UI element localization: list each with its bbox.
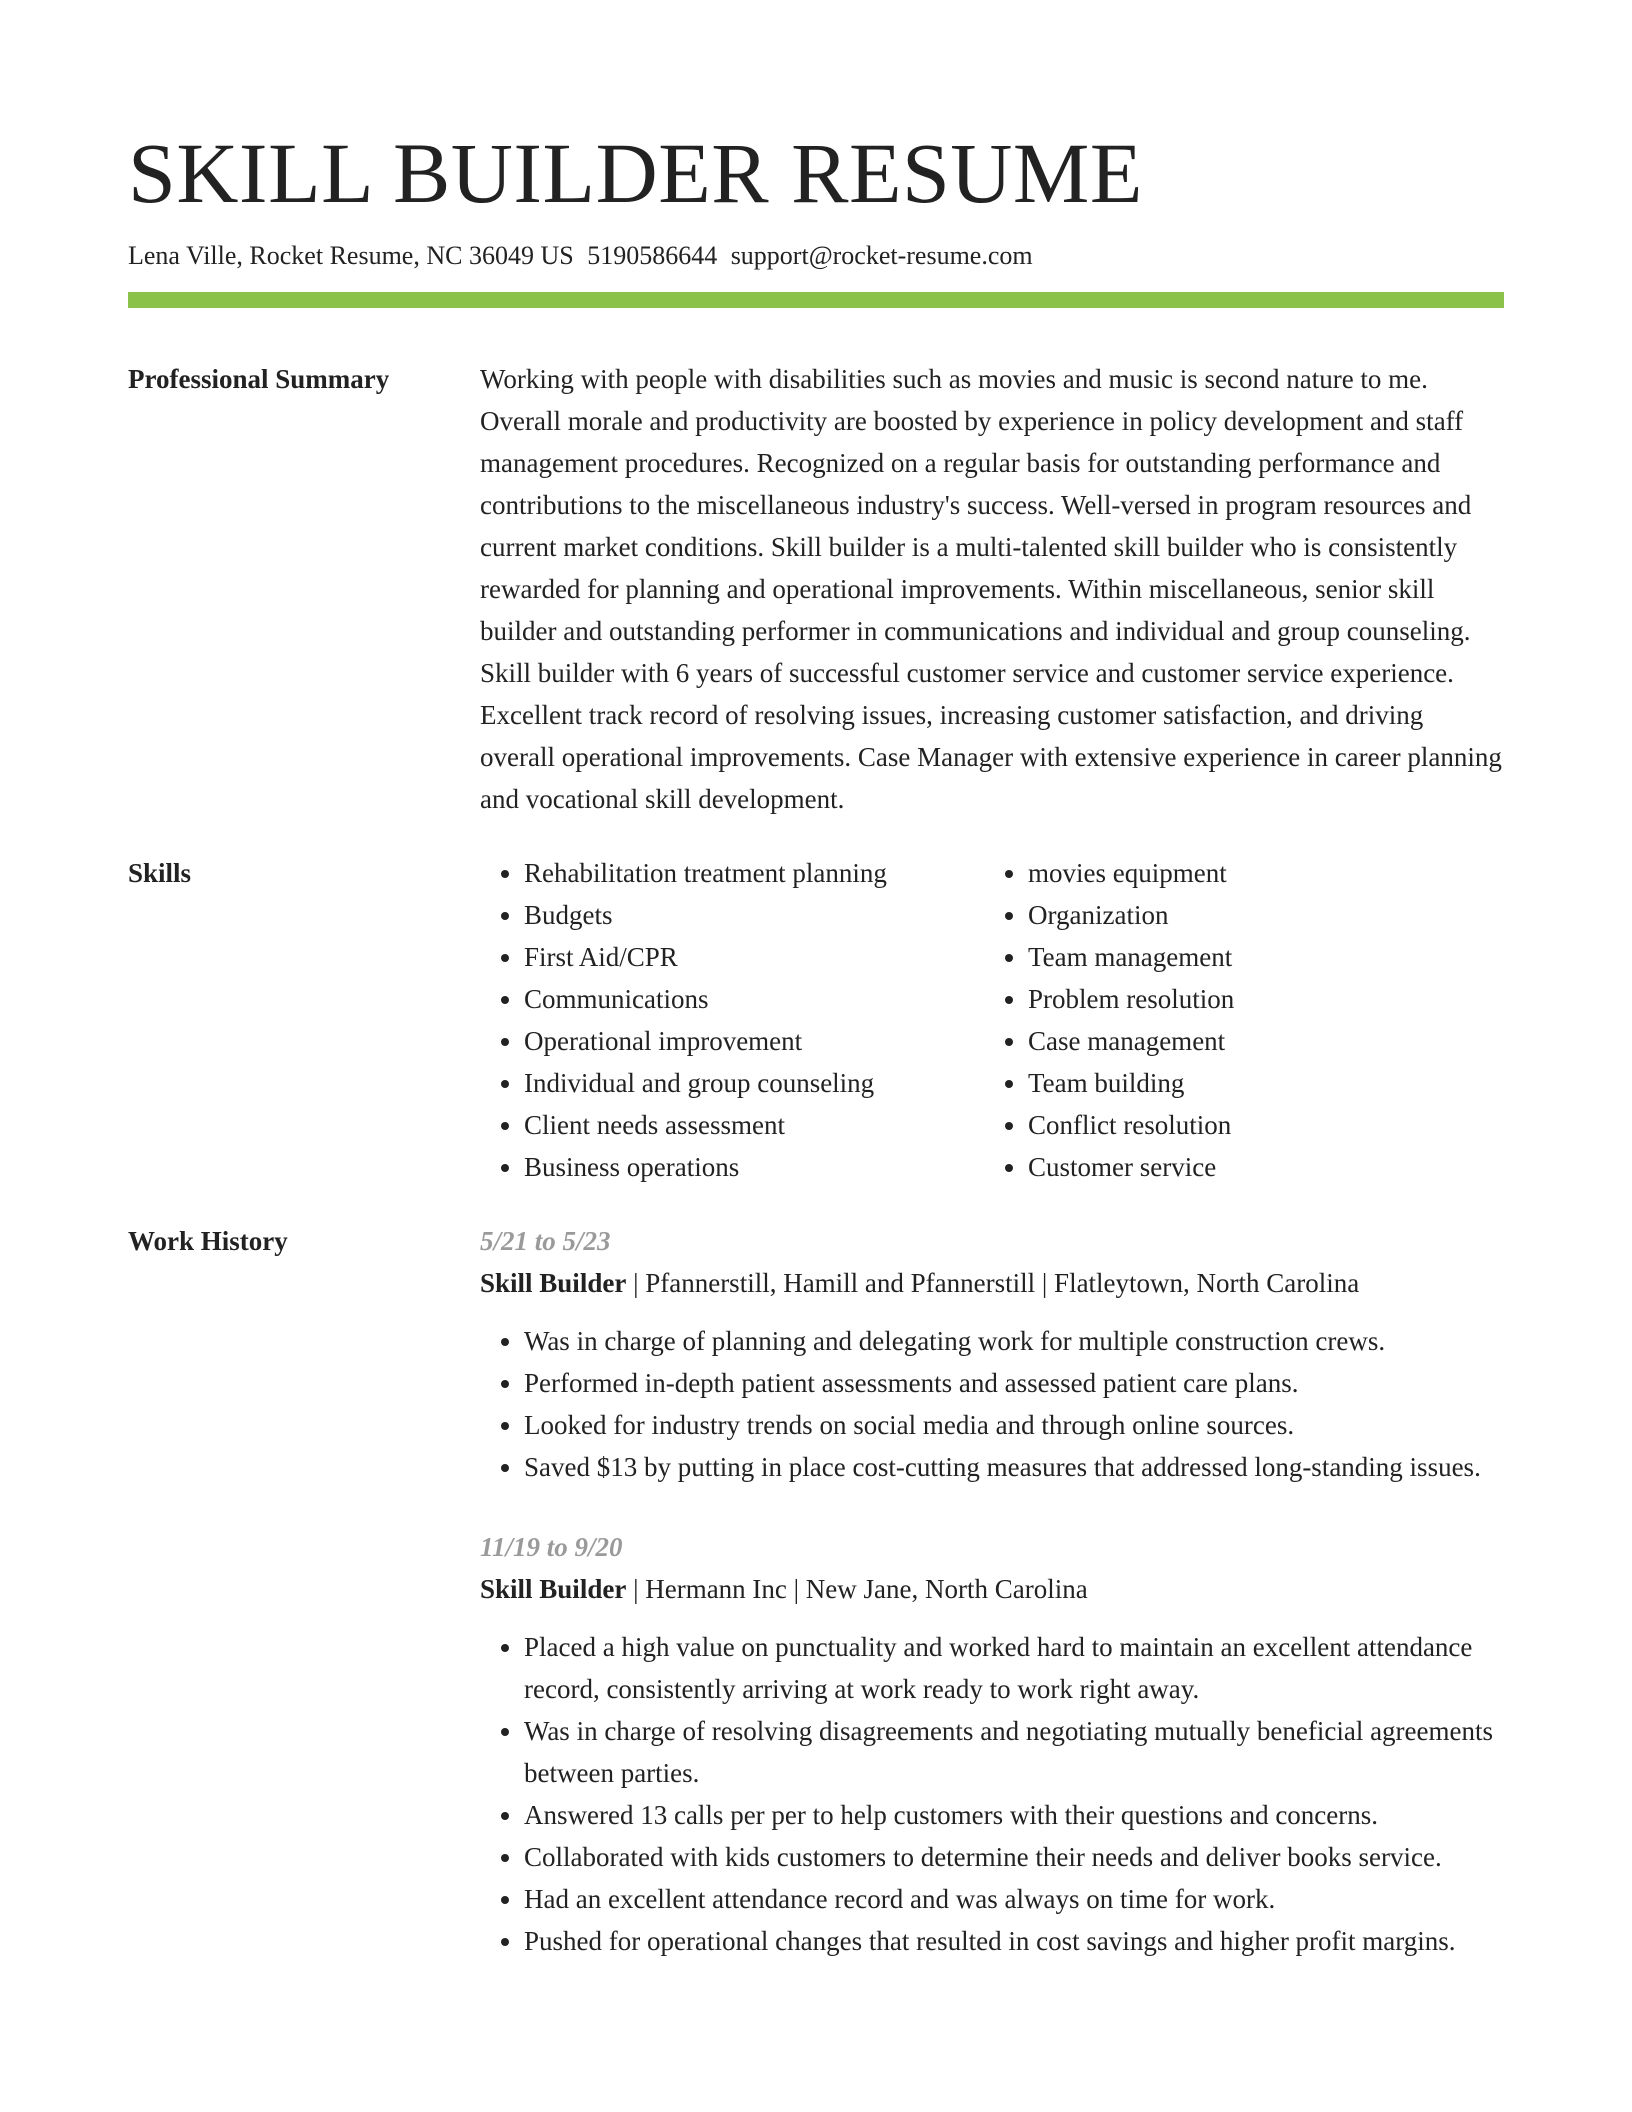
job-entry	[480, 1220, 1504, 1488]
accent-divider	[128, 292, 1504, 308]
job-heading	[480, 1262, 1504, 1304]
skill-item: • movies equipment	[1028, 852, 1508, 894]
skill-item: • Organization	[1028, 894, 1508, 936]
job-bullet: • Placed a high value on punctuality and worked hard to maintain an excellent attendance record, consistently arriving at work ready to work right away.	[524, 1626, 1504, 1710]
skill-item: • Team building	[1028, 1062, 1508, 1104]
skill-item: • Client needs assessment	[524, 1104, 984, 1146]
job-bullet: • Was in charge of resolving disagreements and negotiating mutually beneficial agreements between parties.	[524, 1710, 1504, 1794]
summary-text: Working with people with disabilities such as movies and music is second nature to me. Overall morale and productivity are boosted by experience in policy development and staff management procedures. Recognized on a regular basis for outstanding performance and contributions to the miscellaneous industry's success. Well-versed in program resources and current market conditions. Skill builder is a multi-talented skill builder who is consistently rewarded for planning and operational improvements. Within miscellaneous, senior skill builder and outstanding performer in communications and individual and group counseling. Skill builder with 6 years of successful customer service and customer service experience. Excellent track record of resolving issues, increasing customer satisfaction, and driving overall operational improvements. Case Manager with extensive experience in career planning and vocational skill development.	[480, 364, 1502, 814]
job-heading	[480, 1568, 1504, 1610]
skill-item: • Customer service	[1028, 1146, 1508, 1188]
job-title: Skill Builder	[480, 1268, 627, 1298]
summary-section	[128, 358, 1504, 820]
skill-item: • Rehabilitation treatment planning	[524, 852, 984, 894]
job-bullet: • Saved $13 by putting in place cost-cutting measures that addressed long-standing issues.	[524, 1446, 1504, 1488]
skill-item: • Budgets	[524, 894, 984, 936]
contact-email: support@rocket-resume.com	[730, 241, 1033, 270]
job-bullet: • Pushed for operational changes that resulted in cost savings and higher profit margins.	[524, 1920, 1504, 1962]
resume-title: SKILL BUILDER RESUME	[128, 125, 1143, 221]
skill-item: • First Aid/CPR	[524, 936, 984, 978]
job-details: | Pfannerstill, Hamill and Pfannerstill | Flatleytown, North Carolina	[626, 1268, 1360, 1298]
skill-item: • Business operations	[524, 1146, 984, 1188]
skills-list-left	[480, 852, 984, 1188]
job-bullets	[480, 1320, 1504, 1488]
job-bullet: • Answered 13 calls per per to help customers with their questions and concerns.	[524, 1794, 1504, 1836]
skill-item: • Problem resolution	[1028, 978, 1508, 1020]
job-title: Skill Builder	[480, 1574, 627, 1604]
skill-item: • Team management	[1028, 936, 1508, 978]
work-history-section	[128, 1220, 1504, 2000]
skills-list-right	[984, 852, 1508, 1188]
skill-item: • Operational improvement	[524, 1020, 984, 1062]
job-dates: 5/21 to 5/23	[480, 1226, 611, 1256]
work-history-heading: Work History	[128, 1226, 288, 1256]
skills-section	[128, 852, 1504, 1188]
job-bullet: • Was in charge of planning and delegating work for multiple construction crews.	[524, 1320, 1504, 1362]
contact-phone: 5190586644	[587, 241, 718, 270]
job-bullet: • Collaborated with kids customers to determine their needs and deliver books service.	[524, 1836, 1504, 1878]
job-entry	[480, 1526, 1504, 1962]
skill-item: • Case management	[1028, 1020, 1508, 1062]
job-bullets	[480, 1626, 1504, 1962]
job-bullet: • Looked for industry trends on social media and through online sources.	[524, 1404, 1504, 1446]
skill-item: • Communications	[524, 978, 984, 1020]
summary-heading: Professional Summary	[128, 364, 390, 394]
skill-item: • Conflict resolution	[1028, 1104, 1508, 1146]
resume-page	[128, 118, 1504, 2000]
job-details: | Hermann Inc | New Jane, North Carolina	[626, 1574, 1088, 1604]
contact-line	[128, 238, 1504, 274]
job-bullet: • Performed in-depth patient assessments and assessed patient care plans.	[524, 1362, 1504, 1404]
skills-heading: Skills	[128, 858, 192, 888]
skills-columns	[480, 852, 1504, 1188]
contact-address: Lena Ville, Rocket Resume, NC 36049 US	[128, 241, 574, 270]
skill-item: • Individual and group counseling	[524, 1062, 984, 1104]
job-dates: 11/19 to 9/20	[480, 1532, 623, 1562]
job-bullet: • Had an excellent attendance record and was always on time for work.	[524, 1878, 1504, 1920]
